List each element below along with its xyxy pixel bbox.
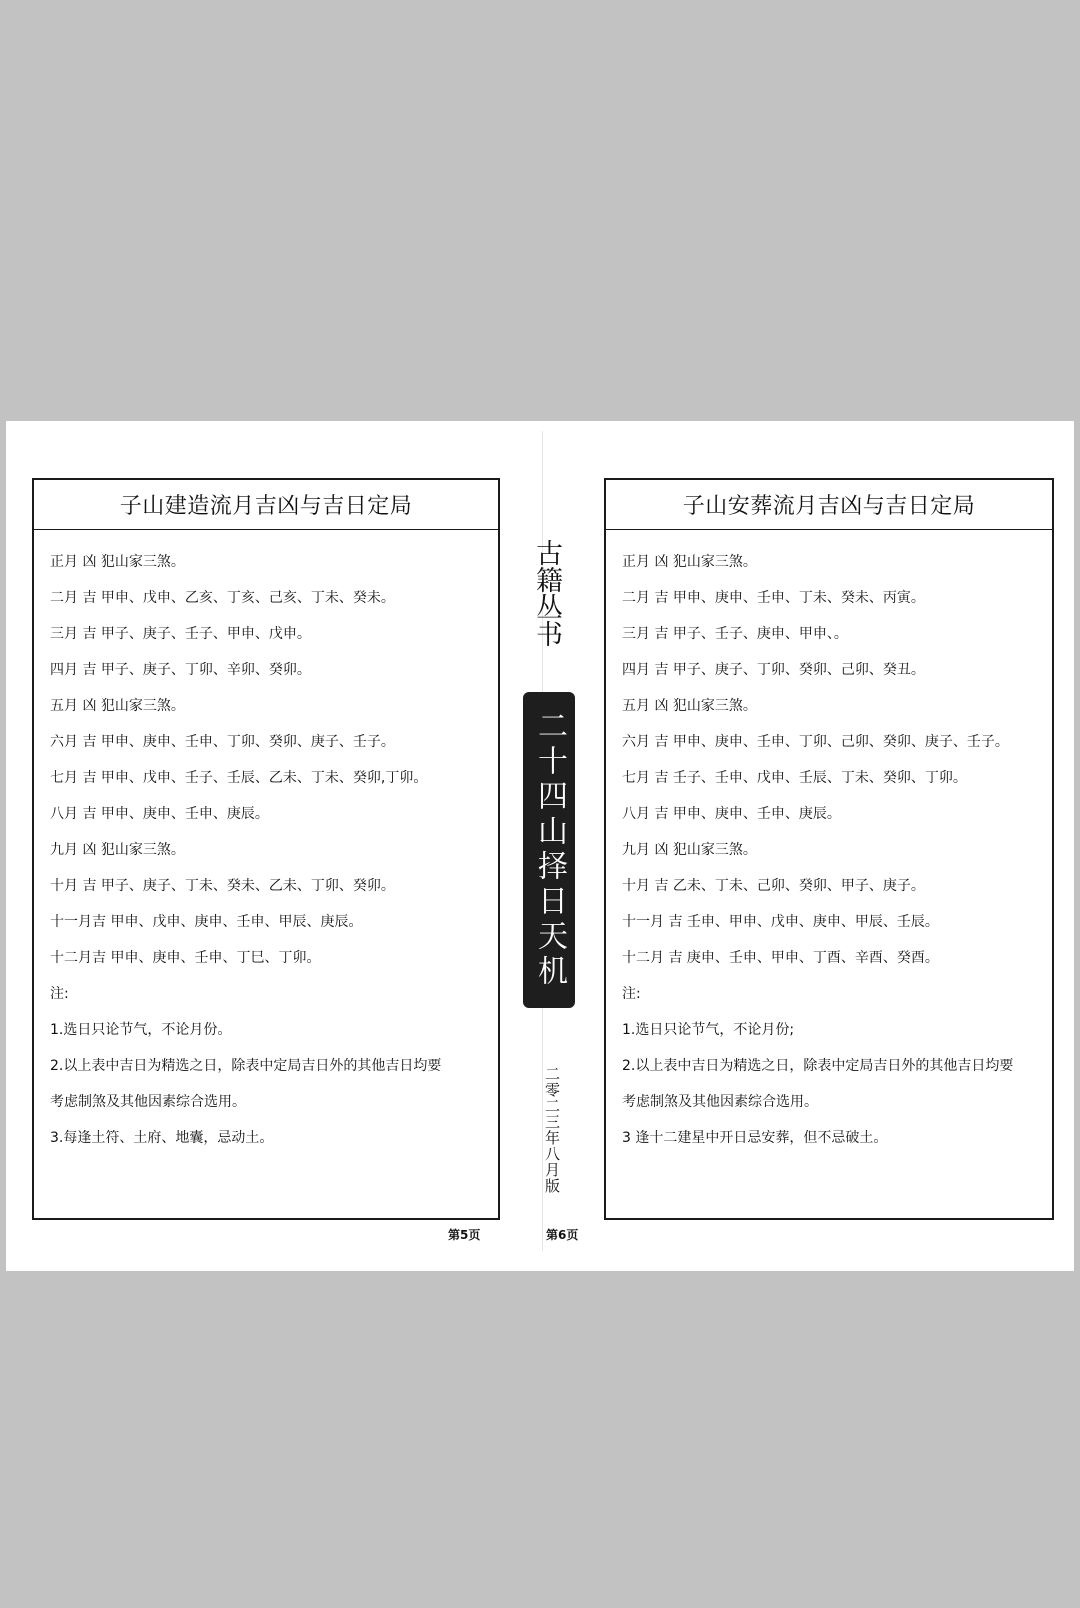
left-note-line: 2.以上表中吉日为精选之日，除表中定局吉日外的其他吉日均要 bbox=[50, 1058, 442, 1074]
spine-edition: 二零二三年八月版 bbox=[543, 1066, 561, 1194]
right-line: 五月 凶 犯山家三煞。 bbox=[622, 698, 757, 714]
right-page-title: 子山安葬流月吉凶与吉日定局 bbox=[606, 480, 1052, 530]
right-line: 三月 吉 甲子、壬子、庚申、甲申、。 bbox=[622, 626, 848, 642]
right-line: 十一月 吉 壬申、甲申、戊申、庚申、甲辰、壬辰。 bbox=[622, 914, 939, 930]
right-page-body bbox=[606, 530, 1052, 1164]
right-line: 二月 吉 甲申、庚申、壬申、丁未、癸未、丙寅。 bbox=[622, 590, 925, 606]
right-line: 正月 凶 犯山家三煞。 bbox=[622, 554, 757, 570]
right-line: 七月 吉 壬子、壬申、戊申、壬辰、丁未、癸卯、丁卯。 bbox=[622, 770, 967, 786]
left-line: 八月 吉 甲申、庚申、壬申、庚辰。 bbox=[50, 806, 269, 822]
spine-book-title: 二十四山择日天机 bbox=[532, 710, 567, 990]
right-note-line: 1.选日只论节气，不论月份; bbox=[622, 1022, 795, 1038]
left-note-heading: 注: bbox=[50, 986, 69, 1002]
right-line: 八月 吉 甲申、庚申、壬申、庚辰。 bbox=[622, 806, 841, 822]
right-line: 十月 吉 乙未、丁未、己卯、癸卯、甲子、庚子。 bbox=[622, 878, 925, 894]
left-page-panel bbox=[32, 478, 500, 1220]
spine-book-title-box bbox=[523, 692, 575, 1008]
right-page-number: 第6页 bbox=[546, 1228, 579, 1242]
right-line: 四月 吉 甲子、庚子、丁卯、癸卯、己卯、癸丑。 bbox=[622, 662, 925, 678]
left-note-line: 1.选日只论节气，不论月份。 bbox=[50, 1022, 232, 1038]
spine-series-title: 古籍丛书 bbox=[531, 539, 562, 647]
left-line: 十月 吉 甲子、庚子、丁未、癸未、乙未、丁卯、癸卯。 bbox=[50, 878, 395, 894]
right-line: 九月 凶 犯山家三煞。 bbox=[622, 842, 757, 858]
left-note-line: 3.每逢土符、土府、地囊，忌动土。 bbox=[50, 1130, 274, 1146]
left-line: 六月 吉 甲申、庚申、壬申、丁卯、癸卯、庚子、壬子。 bbox=[50, 734, 395, 750]
left-line: 五月 凶 犯山家三煞。 bbox=[50, 698, 185, 714]
right-note-line: 3 逢十二建星中开日忌安葬，但不忌破土。 bbox=[622, 1130, 888, 1146]
left-line: 正月 凶 犯山家三煞。 bbox=[50, 554, 185, 570]
left-note-line: 考虑制煞及其他因素综合选用。 bbox=[50, 1094, 246, 1110]
left-page-body bbox=[34, 530, 498, 1164]
right-line: 六月 吉 甲申、庚申、壬申、丁卯、己卯、癸卯、庚子、壬子。 bbox=[622, 734, 1009, 750]
left-line: 十二月吉 甲申、庚申、壬申、丁巳、丁卯。 bbox=[50, 950, 321, 966]
left-line: 十一月吉 甲申、戊申、庚申、壬申、甲辰、庚辰。 bbox=[50, 914, 363, 930]
left-line: 七月 吉 甲申、戊申、壬子、壬辰、乙未、丁未、癸卯,丁卯。 bbox=[50, 770, 428, 786]
right-note-heading: 注: bbox=[622, 986, 641, 1002]
left-line: 三月 吉 甲子、庚子、壬子、甲申、戊申。 bbox=[50, 626, 311, 642]
left-page-title: 子山建造流月吉凶与吉日定局 bbox=[34, 480, 498, 530]
left-page-number: 第5页 bbox=[448, 1228, 481, 1242]
right-note-line: 考虑制煞及其他因素综合选用。 bbox=[622, 1094, 818, 1110]
book-spread bbox=[6, 421, 1074, 1271]
left-line: 九月 凶 犯山家三煞。 bbox=[50, 842, 185, 858]
left-line: 四月 吉 甲子、庚子、丁卯、辛卯、癸卯。 bbox=[50, 662, 311, 678]
right-note-line: 2.以上表中吉日为精选之日，除表中定局吉日外的其他吉日均要 bbox=[622, 1058, 1014, 1074]
right-page-panel bbox=[604, 478, 1054, 1220]
left-line: 二月 吉 甲申、戊申、乙亥、丁亥、己亥、丁未、癸未。 bbox=[50, 590, 395, 606]
right-line: 十二月 吉 庚申、壬申、甲申、丁酉、辛酉、癸酉。 bbox=[622, 950, 939, 966]
